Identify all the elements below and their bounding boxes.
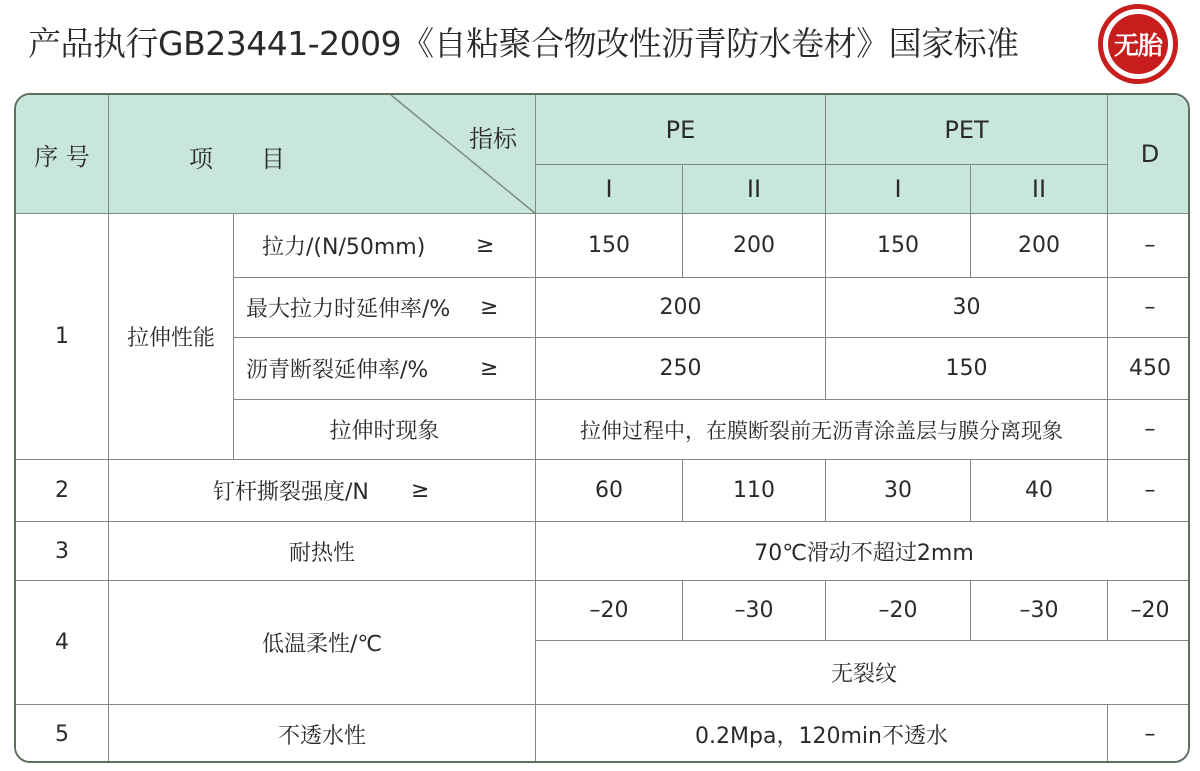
row1c-d: 450 [1108,338,1190,400]
row1a-pe1: 150 [536,214,683,278]
row4-seq: 4 [16,581,109,705]
row2-symbol: ≥ [411,478,430,503]
header-indicator: 指标 [469,125,517,153]
row5-d: – [1108,705,1190,763]
row1-group: 拉伸性能 [109,214,234,460]
row2-pet2: 40 [971,460,1108,522]
row1c-pe: 250 [536,338,826,400]
row4-pet2: –30 [971,581,1108,641]
row1b-pe: 200 [536,278,826,338]
row1c-symbol: ≥ [480,356,499,381]
row3-seq: 3 [16,522,109,581]
header-item: 项 目 [189,145,285,173]
row2-label-text: 钉杆撕裂强度/N [213,480,369,505]
row2-d: – [1108,460,1190,522]
row1a-pet1: 150 [826,214,971,278]
no-base-stamp [1098,4,1178,84]
row1c-label-text: 沥青断裂延伸率/% [246,358,429,383]
row4-label: 低温柔性/℃ [109,581,536,705]
page-title: 产品执行GB23441-2009《自粘聚合物改性沥青防水卷材》国家标准 [28,24,1019,63]
header-pet-grade-2: II [971,165,1108,214]
header-pe-grade-2: II [683,165,826,214]
row1b-symbol: ≥ [480,295,499,320]
row1c-pet: 150 [826,338,1108,400]
spec-table [14,93,1190,763]
row5-seq: 5 [16,705,109,763]
header-seq: 序 号 [16,95,109,214]
row2-seq: 2 [16,460,109,522]
row1b-d: – [1108,278,1190,338]
row3-label: 耐热性 [109,522,536,581]
row1-seq: 1 [16,214,109,460]
header-pe: PE [536,95,826,165]
row2-pe2: 110 [683,460,826,522]
row1b-label-text: 最大拉力时延伸率/% [246,297,451,322]
header-diagonal-line [109,95,536,214]
row1e-label: 拉伸时现象 [234,400,536,460]
row1b-label [234,278,536,338]
row1a-pe2: 200 [683,214,826,278]
row4-d: –20 [1108,581,1190,641]
header-pet: PET [826,95,1108,165]
row1e-d: – [1108,400,1190,460]
row1c-label [234,338,536,400]
row1b-pet: 30 [826,278,1108,338]
row2-label [109,460,536,522]
row4-pe1: –20 [536,581,683,641]
row1a-pet2: 200 [971,214,1108,278]
header-pet-grade-1: I [826,165,971,214]
row1a-label-text: 拉力/(N/50mm) [262,235,426,260]
row5-value: 0.2Mpa，120min不透水 [536,705,1108,763]
header-d: D [1108,95,1190,214]
row4-value: 无裂纹 [536,641,1190,705]
header-item-indicator [109,95,536,214]
row1a-symbol: ≥ [476,233,495,258]
row2-pet1: 30 [826,460,971,522]
row3-value: 70℃滑动不超过2mm [536,522,1190,581]
row1a-label [234,214,536,278]
row1e-value: 拉伸过程中，在膜断裂前无沥青涂盖层与膜分离现象 [536,400,1108,460]
row2-pe1: 60 [536,460,683,522]
row1a-d: – [1108,214,1190,278]
stamp-label: 无胎 [1108,14,1168,74]
header-pe-grade-1: I [536,165,683,214]
row5-label: 不透水性 [109,705,536,763]
row4-pet1: –20 [826,581,971,641]
row4-pe2: –30 [683,581,826,641]
